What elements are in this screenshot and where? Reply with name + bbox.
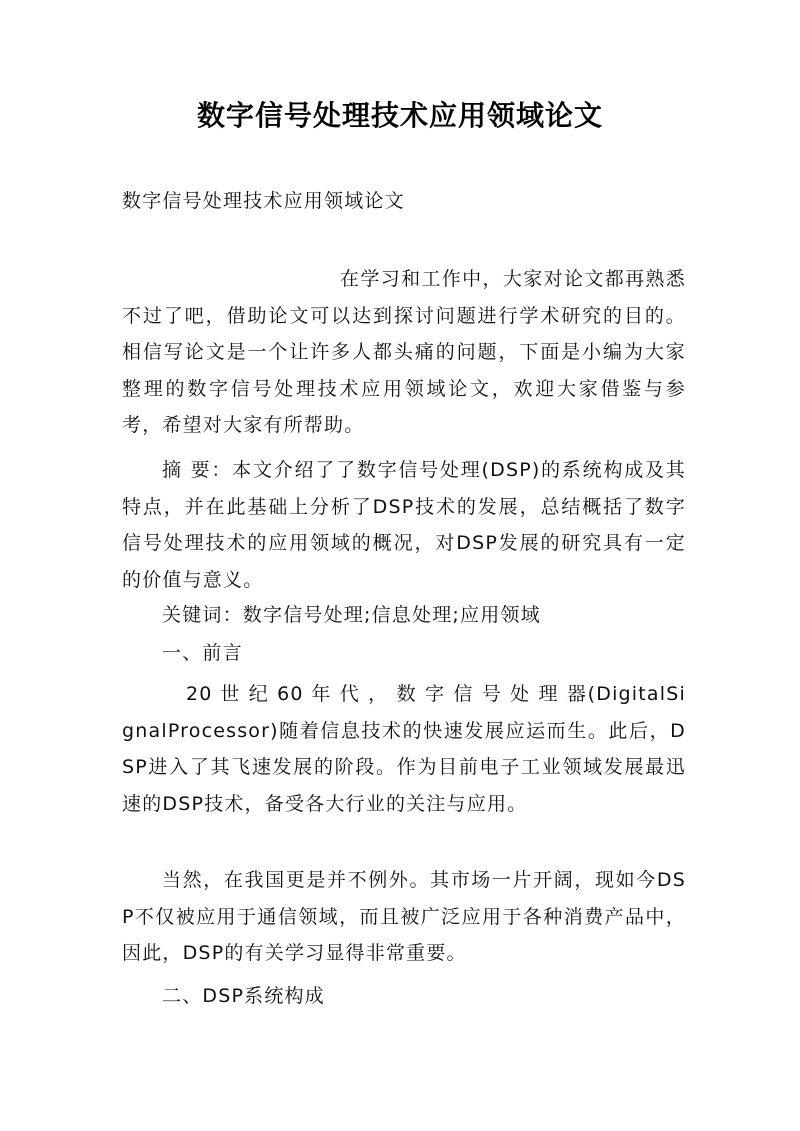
abstract-paragraph: 摘 要：本文介绍了了数字信号处理(DSP)的系统构成及其特点，并在此基础上分析了DSP技术的发展，总结概括了数字信号处理技术的应用领域的概况，对DSP发展的研究具有一定的价值与意义。 [122, 459, 686, 591]
keywords-line: 关键词：数字信号处理;信息处理;应用领域 [162, 604, 541, 626]
paragraph-china: 当然，在我国更是并不例外。其市场一片开阔，现如今DSP不仅被应用于通信领域，而且被广泛应用于各种消费产品中，因此，DSP的有关学习显得非常重要。 [122, 869, 686, 964]
section-heading-preface: 一、前言 [162, 642, 243, 664]
paragraph-1960s-block [122, 676, 686, 822]
paragraph-china-block [122, 862, 686, 972]
intro-block [122, 261, 686, 444]
document-subtitle: 数字信号处理技术应用领域论文 [122, 190, 405, 212]
intro-paragraph: 在学习和工作中，大家对论文都再熟悉不过了吧，借助论文可以达到探讨问题进行学术研究的目的。相信写论文是一个让许多人都头痛的问题，下面是小编为大家整理的数字信号处理技术应用领域论文，欢迎大家借鉴与参考，希望对大家有所帮助。 [122, 268, 686, 436]
paragraph-1960s: 20 世 纪 60 年 代 ， 数 字 信 号 处 理 器(DigitalSignalProcessor)随着信息技术的快速发展应运而生。此后，DSP进入了其飞速发展的阶段。作为目前电子工业领域发展最迅速的DSP技术，备受各大行业的关注与应用。 [122, 683, 686, 815]
abstract-block [122, 452, 686, 598]
document-title: 数字信号处理技术应用领域论文 [196, 99, 603, 132]
section-heading-dsp-system: 二、DSP系统构成 [162, 985, 325, 1007]
